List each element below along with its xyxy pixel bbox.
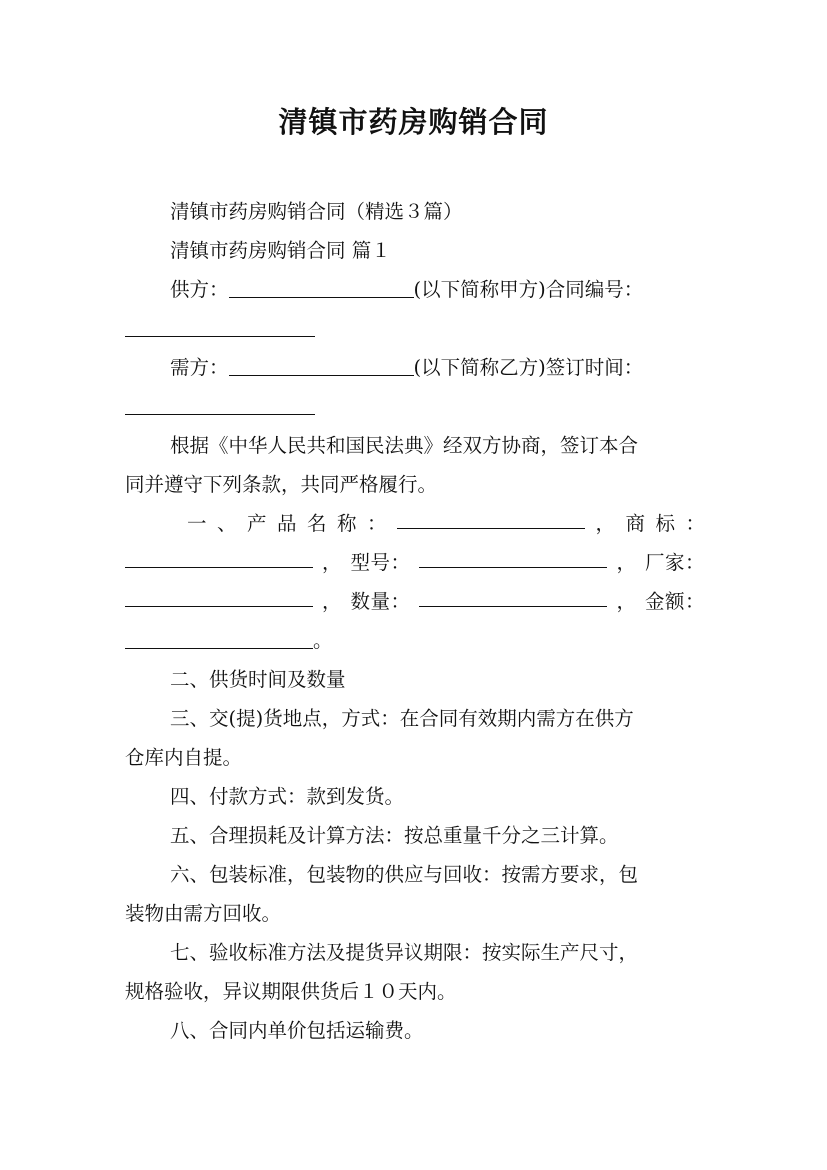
item1-line-4 [125, 621, 705, 660]
basis-paragraph-line-1: 根据《中华人民共和国民法典》经双方协商，签订本合 [170, 434, 639, 457]
basis-paragraph-line-2: 同并遵守下列条款，共同严格履行。 [125, 473, 438, 496]
trademark-blank[interactable] [125, 543, 313, 568]
item1-char: 一 [187, 512, 207, 535]
item3-line-1: 三、交(提)货地点，方式：在合同有效期内需方在供方 [170, 707, 634, 730]
supplier-name-blank[interactable] [229, 273, 414, 298]
item3-line-2: 仓库内自提。 [125, 746, 243, 769]
document-subtitle: 清镇市药房购销合同（精选３篇） [170, 200, 463, 223]
manufacturer-blank[interactable] [125, 582, 313, 607]
item1-line-3 [125, 582, 705, 621]
item1-char: ： [685, 512, 705, 535]
item2: 二、供货时间及数量 [170, 668, 346, 691]
item1-comma: ， [321, 590, 342, 613]
item1-end: 。 [313, 629, 333, 652]
item5: 五、合理损耗及计算方法：按总重量千分之三计算。 [170, 824, 619, 847]
amount-label: 金额： [644, 590, 705, 613]
quantity-label: 数量： [350, 590, 411, 613]
item4: 四、付款方式：款到发货。 [170, 785, 405, 808]
item8: 八、合同内单价包括运输费。 [170, 1019, 424, 1042]
item1-char: 品 [277, 512, 297, 535]
item1-comma: ， [616, 590, 636, 613]
item1-comma: ， [616, 551, 636, 574]
item6-line-2: 装物由需方回收。 [125, 902, 282, 925]
supplier-line [125, 270, 705, 309]
item7-line-1: 七、验收标准方法及提货异议期限：按实际生产尺寸， [170, 941, 639, 964]
model-blank[interactable] [419, 543, 607, 568]
section-heading: 清镇市药房购销合同 篇１ [170, 239, 391, 262]
sign-date-line [125, 387, 705, 426]
contract-number-line [125, 309, 705, 348]
manufacturer-label: 厂家： [644, 551, 705, 574]
supplier-suffix: (以下简称甲方)合同编号： [413, 278, 644, 301]
item1-char: 、 [217, 512, 237, 535]
sign-date-blank[interactable] [125, 390, 315, 415]
item1-comma: ， [321, 551, 342, 574]
amount-blank[interactable] [125, 624, 313, 649]
item1-char: 称 [337, 512, 357, 535]
buyer-label: 需方： [170, 356, 229, 379]
item6-line-1: 六、包装标准，包装物的供应与回收：按需方要求，包 [170, 863, 639, 886]
item7-line-2: 规格验收，异议期限供货后１０天内。 [125, 980, 457, 1003]
document-title: 清镇市药房购销合同 [278, 105, 549, 139]
item1-char: 名 [307, 512, 327, 535]
model-label: 型号： [350, 551, 411, 574]
item1-char: 商 [625, 512, 645, 535]
item1-char: 标 [655, 512, 675, 535]
buyer-line [125, 348, 705, 387]
contract-number-blank[interactable] [125, 312, 315, 337]
item1-comma: ， [595, 512, 615, 535]
buyer-name-blank[interactable] [229, 351, 414, 376]
product-name-blank[interactable] [397, 504, 585, 529]
item1-line-1 [125, 504, 705, 543]
quantity-blank[interactable] [419, 582, 607, 607]
item1-line-2 [125, 543, 705, 582]
supplier-label: 供方： [170, 278, 229, 301]
item1-char: 产 [247, 512, 267, 535]
item1-char: ： [367, 512, 387, 535]
buyer-suffix: (以下简称乙方)签订时间： [413, 356, 644, 379]
